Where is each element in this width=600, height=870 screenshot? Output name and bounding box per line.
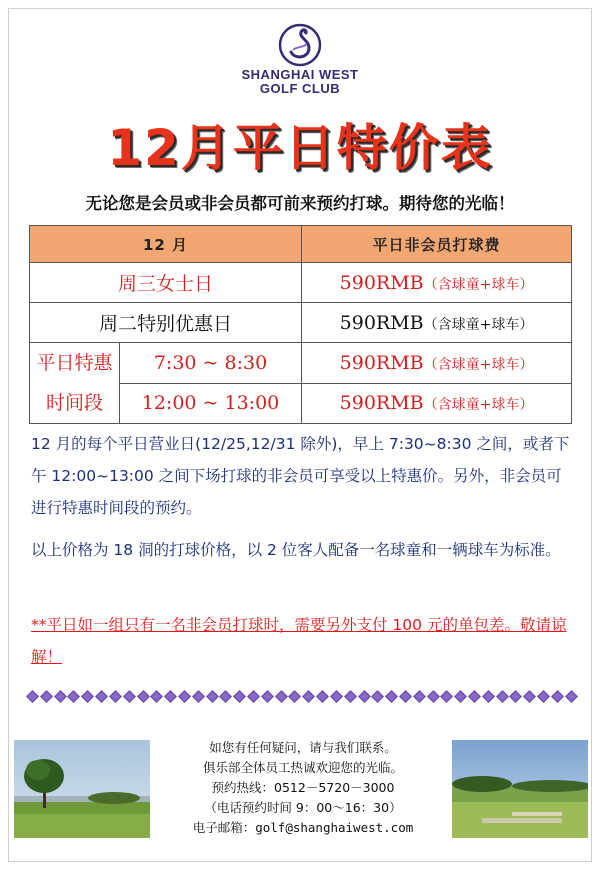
diamond-icon	[247, 690, 260, 703]
diamond-icon	[330, 690, 343, 703]
special-label-line-2: 时间段	[45, 392, 103, 414]
diamond-icon	[454, 690, 467, 703]
diamond-icon	[81, 690, 94, 703]
row-note: （含球童+球车）	[423, 316, 534, 333]
diamond-icon	[275, 690, 288, 703]
diamond-icon	[427, 690, 440, 703]
header-fee: 平日非会员打球费	[302, 226, 572, 263]
row-price: 590RMB	[339, 392, 424, 415]
diamond-icon	[164, 690, 177, 703]
row-price-cell	[302, 383, 572, 424]
diamond-icon	[178, 690, 191, 703]
diamond-icon	[482, 690, 495, 703]
diamond-icon	[441, 690, 454, 703]
page-title: 12月平日特价表	[107, 119, 493, 177]
contact-hours: （电话预约时间 9：00～16：30）	[204, 800, 402, 815]
course-image-icon	[452, 740, 588, 838]
logo-line-1: SHANGHAI WEST	[241, 67, 359, 82]
slot-time: 7:30 ~ 8:30	[120, 343, 302, 384]
paragraph-price-basis: 以上价格为 18 洞的打球价格，以 2 位客人配备一名球童和一辆球车为标准。	[31, 541, 561, 559]
paragraph-weekday-offer: 12 月的每个平日营业日(12/25,12/31 除外)，早上 7:30~8:30 之间，或者下午 12:00~13:00 之间下场打球的非会员可享受以上特惠价。另外，非会员可进行特惠时间段的预约。	[31, 435, 570, 517]
surcharge-text: **平日如一组只有一名非会员打球时，需要另外支付 100 元的单包差。敬请谅解！	[31, 616, 567, 666]
special-time-label	[30, 343, 120, 424]
diamond-icon	[496, 690, 509, 703]
diamond-icon	[344, 690, 357, 703]
table-row	[30, 303, 572, 343]
diamond-icon	[565, 690, 578, 703]
golf-course-photo-left	[14, 740, 150, 838]
row-note: （含球童+球车）	[423, 276, 534, 293]
diamond-icon	[192, 690, 205, 703]
contact-line-1: 如您有任何疑问，请与我们联系。	[209, 740, 397, 755]
page-subtitle: 无论您是会员或非会员都可前来预约打球。期待您的光临！	[85, 194, 515, 213]
diamond-icon	[26, 690, 39, 703]
slot-time: 12:00 ~ 13:00	[120, 383, 302, 424]
diamond-icon	[123, 690, 136, 703]
table-header-row	[30, 226, 572, 263]
diamond-icon	[68, 690, 81, 703]
diamond-icon	[109, 690, 122, 703]
diamond-icon	[95, 690, 108, 703]
row-price: 590RMB	[339, 311, 424, 334]
diamond-icon	[220, 690, 233, 703]
diamond-icon	[316, 690, 329, 703]
contact-email[interactable]: 电子邮箱：golf@shanghaiwest.com	[192, 820, 414, 835]
course-image-icon	[14, 740, 150, 838]
row-note: （含球童+球车）	[423, 356, 534, 373]
diamond-icon	[358, 690, 371, 703]
diamond-icon	[137, 690, 150, 703]
diamond-icon	[302, 690, 315, 703]
price-table	[29, 225, 572, 424]
logo-line-2: GOLF CLUB	[259, 81, 341, 96]
swan-logo-icon	[277, 22, 323, 68]
diamond-icon	[206, 690, 219, 703]
diamond-icon	[523, 690, 536, 703]
diamond-icon	[537, 690, 550, 703]
row-label: 周二特别优惠日	[30, 303, 302, 343]
club-logo	[0, 22, 600, 96]
diamond-icon	[510, 690, 523, 703]
row-price-cell	[302, 343, 572, 384]
contact-line-2: 俱乐部全体员工热诚欢迎您的光临。	[202, 760, 403, 775]
diamond-divider	[28, 688, 576, 704]
diamond-icon	[413, 690, 426, 703]
diamond-icon	[371, 690, 384, 703]
row-label: 周三女士日	[30, 263, 302, 303]
diamond-icon	[54, 690, 67, 703]
diamond-icon	[40, 690, 53, 703]
row-note: （含球童+球车）	[423, 397, 534, 414]
contact-block	[158, 738, 448, 838]
diamond-icon	[468, 690, 481, 703]
row-price: 590RMB	[339, 351, 424, 374]
diamond-icon	[551, 690, 564, 703]
special-label-line-1: 平日特惠	[36, 352, 113, 374]
golf-course-photo-right	[452, 740, 588, 838]
table-row	[30, 343, 572, 384]
diamond-icon	[289, 690, 302, 703]
row-price: 590RMB	[339, 271, 424, 294]
diamond-icon	[399, 690, 412, 703]
row-price-cell	[302, 263, 572, 303]
table-row	[30, 263, 572, 303]
paragraph-surcharge-note	[31, 609, 576, 673]
contact-phone[interactable]: 预约热线：0512－5720－3000	[211, 780, 395, 795]
diamond-icon	[150, 690, 163, 703]
diamond-icon	[385, 690, 398, 703]
row-price-cell	[302, 303, 572, 343]
header-month: 12 月	[30, 226, 302, 263]
diamond-icon	[233, 690, 246, 703]
diamond-icon	[261, 690, 274, 703]
